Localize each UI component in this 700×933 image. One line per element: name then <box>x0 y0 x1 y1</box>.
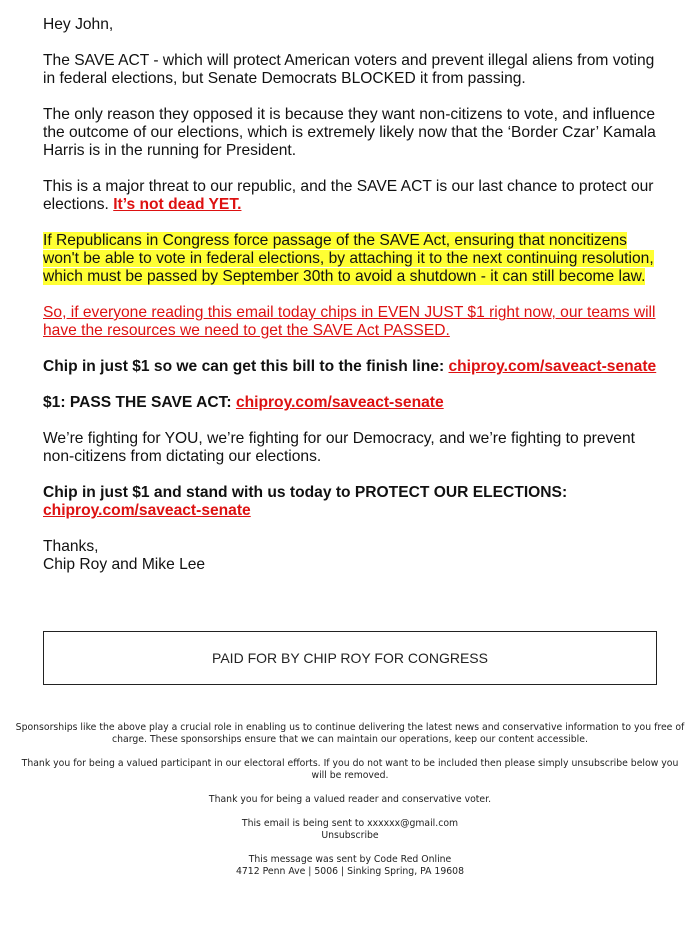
cta-protect-elections-link[interactable]: chiproy.com/saveact-senate <box>43 502 251 519</box>
paragraph-highlighted <box>43 232 657 286</box>
cta-pass-save-act-link[interactable]: chiproy.com/saveact-senate <box>235 394 444 411</box>
footer <box>14 722 686 890</box>
signature: Chip Roy and Mike Lee <box>43 556 206 573</box>
footer-thank-participant: Thank you for being a valued participant in our electoral efforts. If you do not want to be included then please simply unsubscribe below you will be removed. <box>21 758 679 781</box>
chip-in-link[interactable]: So, if everyone reading this email today chips in EVEN JUST $1 right now, our teams will have the resources we need to get the SAVE Act PASSED. <box>43 304 656 339</box>
email-body <box>43 16 657 592</box>
cta-finish-line-text: Chip in just $1 so we can get this bill to the finish line: <box>43 358 449 375</box>
signoff-block <box>43 538 657 574</box>
paid-for-box <box>43 631 657 685</box>
highlighted-text: If Republicans in Congress force passage of the SAVE Act, ensuring that noncitizens won't be able to vote in federal elections, by attaching it to the next continuing resolution, which must be passed by September 30th to avoid a shutdown - it can still become law. <box>43 232 654 285</box>
footer-sponsorship: Sponsorships like the above play a crucial role in enabling us to continue delivering the latest news and conservative information to you free of charge. These sponsorships ensure that we can maintain our operations, keep our content accessible. <box>15 722 685 745</box>
cta-finish-line-link[interactable]: chiproy.com/saveact-senate <box>448 358 657 375</box>
greeting: Hey John, <box>43 16 114 33</box>
cta-finish-line <box>43 358 657 376</box>
not-dead-yet-link[interactable]: It’s not dead YET. <box>113 196 242 213</box>
unsubscribe-link[interactable]: Unsubscribe <box>321 830 379 841</box>
signoff: Thanks, <box>43 538 99 555</box>
cta-protect-elections-text: Chip in just $1 and stand with us today to PROTECT OUR ELECTIONS: <box>43 484 568 501</box>
threat-text: This is a major threat to our republic, and the SAVE ACT is our last chance to protect our elections. <box>43 178 654 213</box>
footer-thank-reader: Thank you for being a valued reader and conservative voter. <box>208 794 492 805</box>
paragraph-chip-in <box>43 304 657 340</box>
cta-pass-save-act-text: $1: PASS THE SAVE ACT: <box>43 394 236 411</box>
paragraph-fighting: We’re fighting for YOU, we’re fighting for our Democracy, and we’re fighting to prevent non-citizens from dictating our elections. <box>43 430 635 465</box>
paragraph-save-act: The SAVE ACT - which will protect American voters and prevent illegal aliens from voting in federal elections, but Senate Democrats BLOCKED it from passing. <box>43 52 655 87</box>
cta-pass-save-act <box>43 394 657 412</box>
footer-address: 4712 Penn Ave | 5006 | Sinking Spring, PA 19608 <box>235 866 465 877</box>
footer-sent-by: This message was sent by Code Red Online <box>248 854 452 865</box>
footer-sender <box>14 854 686 878</box>
paragraph-opposition: The only reason they opposed it is because they want non-citizens to vote, and influence the outcome of our elections, which is extremely likely now that the ‘Border Czar’ Kamala Harris is in the running for President. <box>43 106 656 159</box>
footer-recipient <box>14 818 686 842</box>
footer-sent-to: This email is being sent to xxxxxx@gmail.com <box>241 818 459 829</box>
paid-for-text: PAID FOR BY CHIP ROY FOR CONGRESS <box>212 650 488 666</box>
cta-protect-elections <box>43 484 657 520</box>
paragraph-threat <box>43 178 657 214</box>
